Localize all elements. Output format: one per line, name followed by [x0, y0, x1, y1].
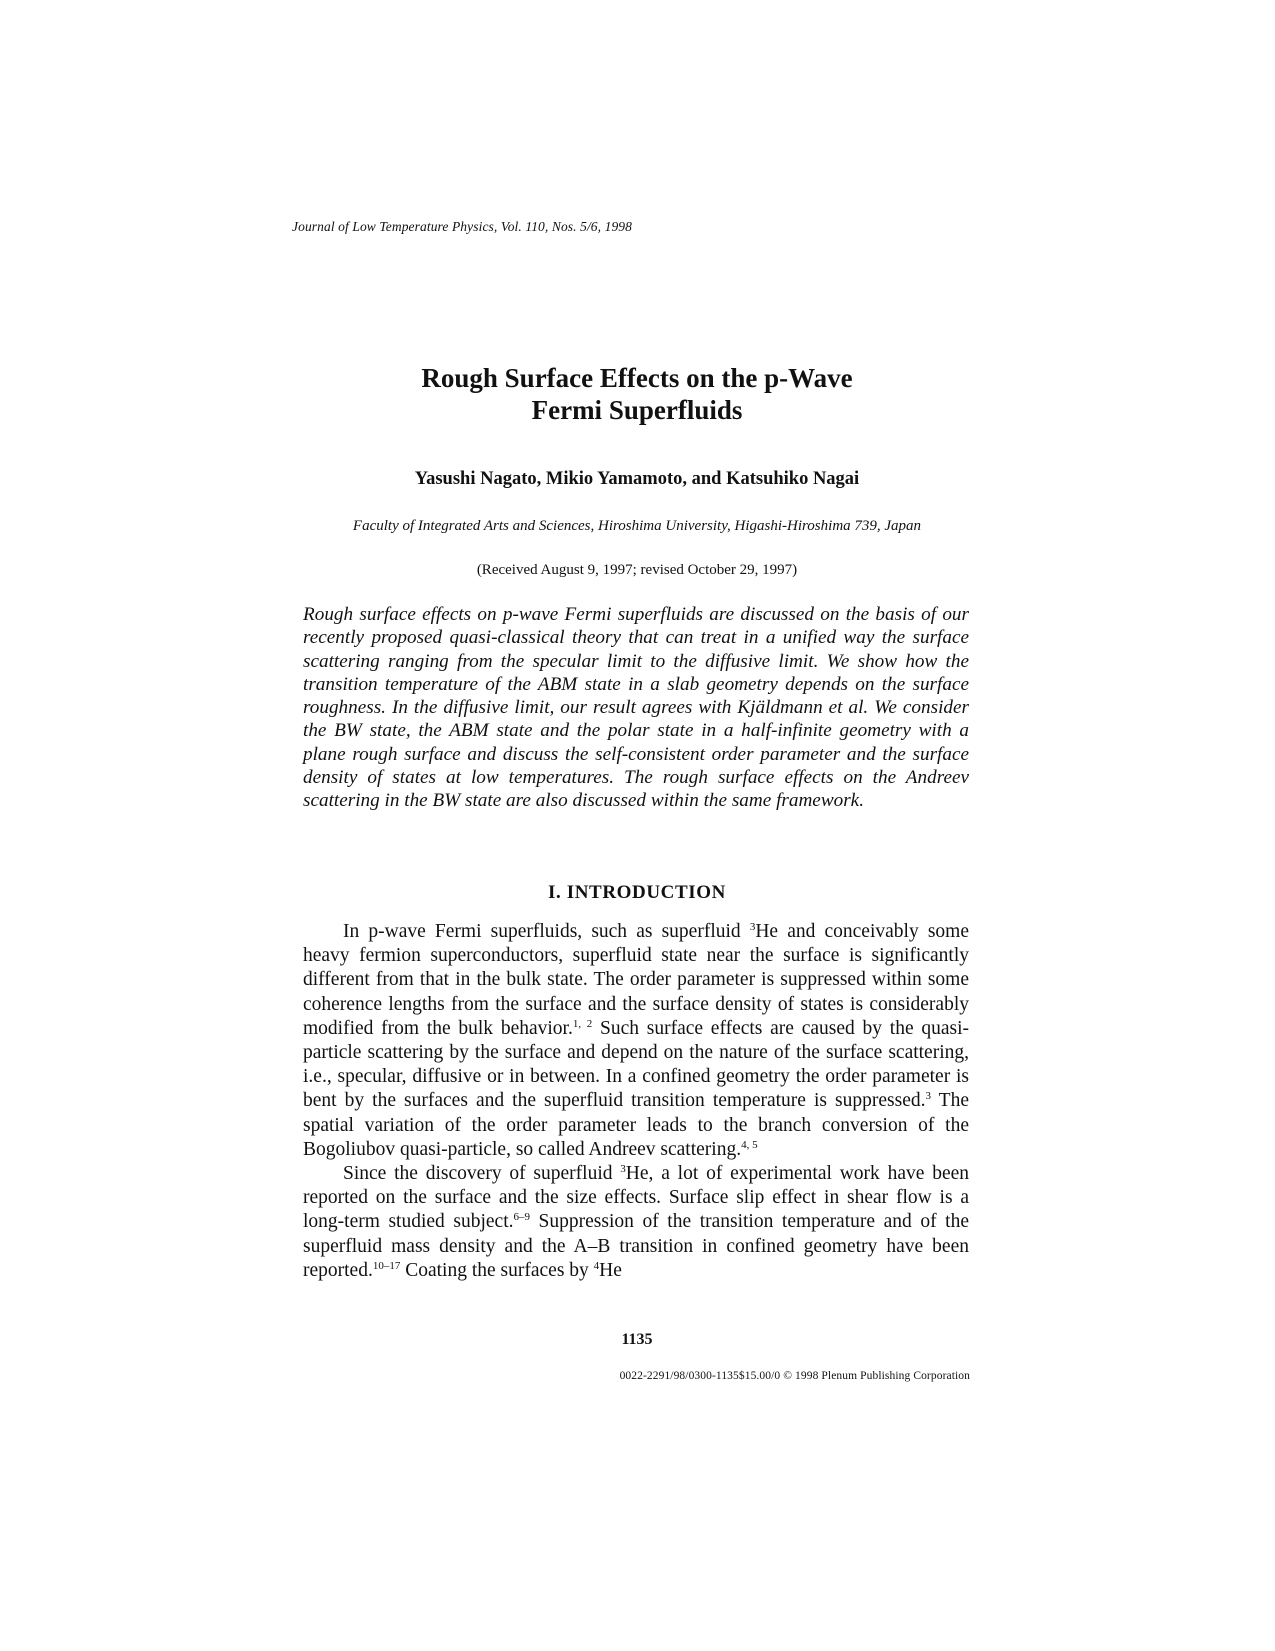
text-run: He, a lot of experimental work have been reported on the surface and the size effects. Surface slip effect in shear flow is a long-term studied subject. — [303, 1163, 970, 1233]
received-dates: (Received August 9, 1997; revised October 29, 1997) — [476, 562, 798, 578]
citation-ref: 1, 2 — [572, 1017, 593, 1030]
abstract: Rough surface effects on p-wave Fermi superfluids are discussed on the basis of our recently proposed quasi-classical theory that can treat in a unified way the surface scattering ranging from the specular limit to the diffusive limit. We show how the transition temperature of the ABM state in a slab geometry depends on the surface roughness. In the diffusive limit, our result agrees with Kjäldmann et al. We consider the BW state, the ABM state and the polar state in a half-infinite geometry with a plane rough surface and discuss the self-consistent order parameter and the surface density of states at low temperatures. The rough surface effects on the Andreev scattering in the BW state are also discussed within the same framework. — [303, 604, 969, 812]
text-run: In p-wave Fermi superfluids, such as superfluid — [343, 921, 750, 942]
text-run: The spatial variation of the order parameter leads to the branch conversion of the Bogoliubov quasi-particle, so called Andreev scattering. — [303, 1090, 969, 1160]
introduction-body — [303, 920, 969, 1283]
paper-title — [292, 362, 982, 426]
text-run: He — [599, 1259, 622, 1281]
title-line-1: Rough Surface Effects on the p-Wave — [421, 363, 853, 393]
text-run: Suppression of the transition temperature and of the superfluid mass density and the A–B transition in confined geometry have been reported. — [303, 1211, 969, 1281]
section-heading: I. INTRODUCTION — [548, 882, 726, 903]
affiliation: Faculty of Integrated Arts and Sciences, Hiroshima University, Higashi-Hiroshima 739, Japan — [352, 518, 922, 534]
text-run: Coating the surfaces by — [400, 1259, 594, 1281]
title-line-2: Fermi Superfluids — [531, 395, 743, 425]
superscript: 4 — [593, 1259, 600, 1272]
text-run: Since the discovery of superfluid — [343, 1163, 621, 1185]
paragraph — [303, 920, 969, 1162]
citation-ref: 6–9 — [513, 1211, 530, 1224]
citation-ref: 3 — [925, 1090, 931, 1103]
copyright-line: 0022-2291/98/0300-1135$15.00/0 © 1998 Plenum Publishing Corporation — [619, 1370, 970, 1382]
citation-ref: 10–17 — [372, 1259, 401, 1272]
authors: Yasushi Nagato, Mikio Yamamoto, and Katsuhiko Nagai — [414, 469, 860, 489]
page-number: 1135 — [621, 1331, 653, 1348]
citation-ref: 4, 5 — [741, 1138, 758, 1151]
superscript: 3 — [749, 921, 756, 933]
text-run: He and conceivably some heavy fermion superconductors, superfluid state near the surface is significantly different from that in the bulk state. The order parameter is suppressed within some coherence lengths from the surface and the surface density of states is considerably modified from the bulk behavior. — [303, 921, 970, 1039]
paragraph — [303, 1162, 969, 1283]
superscript: 3 — [620, 1163, 626, 1176]
journal-header: Journal of Low Temperature Physics, Vol. 110, Nos. 5/6, 1998 — [292, 219, 633, 234]
text-run: Such surface effects are caused by the quasi-particle scattering by the surface and depend on the nature of the surface scattering, i.e., specular, diffusive or in between. In a confined geometry the order parameter is bent by the surfaces and the superfluid transition temperature is suppressed. — [303, 1017, 970, 1112]
